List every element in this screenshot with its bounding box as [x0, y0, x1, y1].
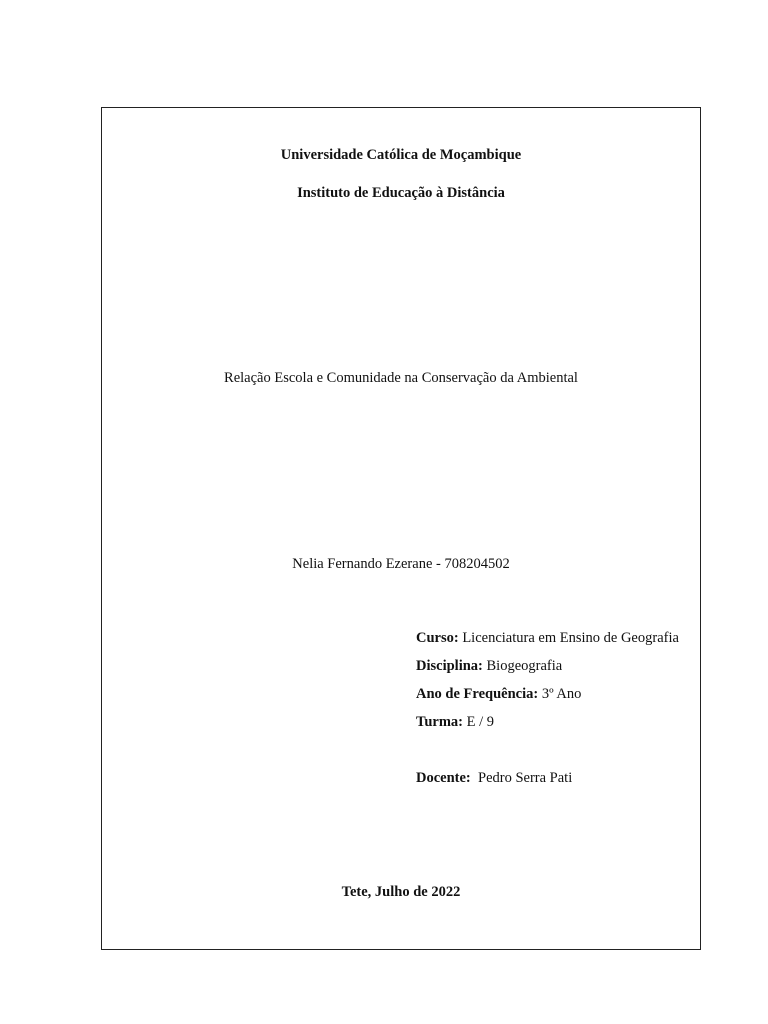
- course-value: Licenciatura em Ensino de Geografia: [462, 630, 679, 646]
- subject-value: Biogeografia: [486, 658, 563, 674]
- teacher-value: Pedro Serra Pati: [478, 770, 573, 786]
- course-line: [416, 629, 679, 647]
- class-label: Turma:: [416, 714, 463, 730]
- university-name: Universidade Católica de Moçambique: [280, 147, 522, 163]
- class-line: [416, 713, 494, 731]
- year-line: [416, 685, 581, 703]
- author-line: Nelia Fernando Ezerane - 708204502: [292, 556, 510, 572]
- teacher-label: Docente:: [416, 770, 471, 786]
- document-title: Relação Escola e Comunidade na Conservação da Ambiental: [224, 370, 578, 386]
- teacher-line: [416, 769, 572, 787]
- page-border: [101, 107, 701, 950]
- institute-name: Instituto de Educação à Distância: [297, 185, 505, 201]
- course-label: Curso:: [416, 630, 459, 646]
- class-value: E / 9: [466, 714, 495, 730]
- place-date: Tete, Julho de 2022: [341, 884, 461, 900]
- subject-label: Disciplina:: [416, 658, 483, 674]
- year-value: 3º Ano: [541, 686, 582, 702]
- year-label: Ano de Frequência:: [416, 686, 539, 702]
- subject-line: [416, 657, 562, 675]
